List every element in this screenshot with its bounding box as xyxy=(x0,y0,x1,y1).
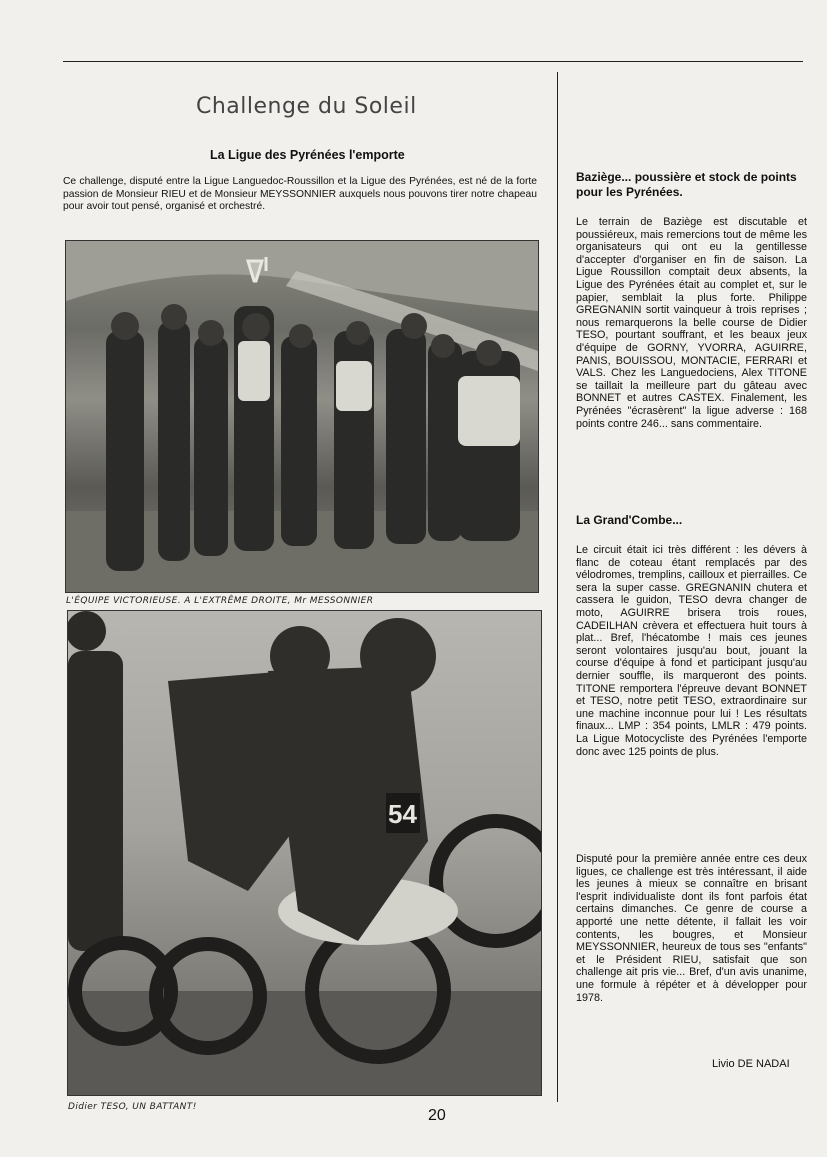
intro-paragraph: Ce challenge, disputé entre la Ligue Languedoc-Roussillon et la Ligue des Pyrénées, est né de la forte passion de Monsieur RIEU et de Monsieur MEYSSONNIER auxquels nous pouvons tirer notre chapeau pour avoir tout pensé, organisé et orchestré. xyxy=(63,176,537,212)
section-heading-baziege: Baziège... poussière et stock de points pour les Pyrénées. xyxy=(576,170,797,199)
rider-photo-caption: Didier TESO, UN BATTANT! xyxy=(68,1102,197,1112)
rider-photo-illustration xyxy=(68,611,541,1095)
top-rule xyxy=(63,61,803,62)
rider-photo xyxy=(67,610,542,1096)
article-title: Challenge du Soleil xyxy=(196,94,417,119)
team-photo-caption: L'ÉQUIPE VICTORIEUSE. A L'EXTRÊME DROITE, Mr MESSONNIER xyxy=(66,596,374,606)
bike-number: 54 xyxy=(388,799,417,829)
author-signature: Livio DE NADAI xyxy=(712,1058,790,1070)
section-body-conclusion: Disputé pour la première année entre ces deux ligues, ce challenge est très intéressant, il aide les jeunes à mieux se connaître en brisant l'esprit individualiste dont ils font parfois état certains dimanches. Ce genre de course a apporté une nette détente, il fallait les voir contents, les bougres, et Monsieur MEYSSONNIER, heureux de tous ses "enfants" et le Président RIEU, satisfait que son challenge ait pris vie... Bref, d'un avis unanime, une formule à répéter et à développer pour 1978. xyxy=(576,853,807,1004)
section-body-grand-combe: Le circuit était ici très différent : les dévers à flanc de coteau étant remplacés par des vélodromes, tremplins, cailloux et pierrailles. Ce sera la super casse. GREGNANIN chutera et cassera le guidon, TESO devra changer de moto, AGUIRRE brisera trois roues, CADEILHAN crèvera et effectuera huit tours à plat... Bref, l'hécatombe ! mais ces jeunes seront volontaires jusqu'au bout, jouant la course d'équipe à fond et participant jusqu'au dernier souffle, ils marqueront des points. TITONE remportera l'épreuve devant BONNET et TESO, notre petit TESO, extraordinaire sur une machine inconnue pour lui ! Les résultats finaux... LMP : 354 points, LMLR : 479 points. La Ligue Motocycliste des Pyrénées l'emporte donc avec 125 points de plus. xyxy=(576,544,807,758)
column-divider xyxy=(557,72,558,1102)
team-photo xyxy=(65,240,539,593)
team-photo-illustration xyxy=(66,241,538,592)
article-subtitle: La Ligue des Pyrénées l'emporte xyxy=(210,148,405,162)
page-number: 20 xyxy=(428,1107,446,1124)
section-body-baziege: Le terrain de Baziège est discutable et poussiéreux, mais remercions tout de même les organisateurs qui ont eu la gentillesse d'accepter d'organiser en fin de saison. La Ligue Roussillon comptait deux absents, la Ligue des Pyrénées était au complet et, sur le papier, semblait la plus forte. Philippe GREGNANIN sortit vainqueur à trois reprises ; nous remarquerons la belle course de Didier TESO, pourtant souffrant, et les beaux jeux d'équipe de GORNY, YVORRA, AGUIRRE, PANIS, BOUISSOU, MONTACIE, FERRARI et VALS. Chez les Languedociens, Alex TITONE se taillait la meilleure part du gâteau avec BONNET et autres CASTEX. Finalement, les Pyrénées "écrasèrent" la ligue adverse : 168 points contre 246... sans commentaire. xyxy=(576,216,807,430)
section-heading-grand-combe: La Grand'Combe... xyxy=(576,513,683,527)
